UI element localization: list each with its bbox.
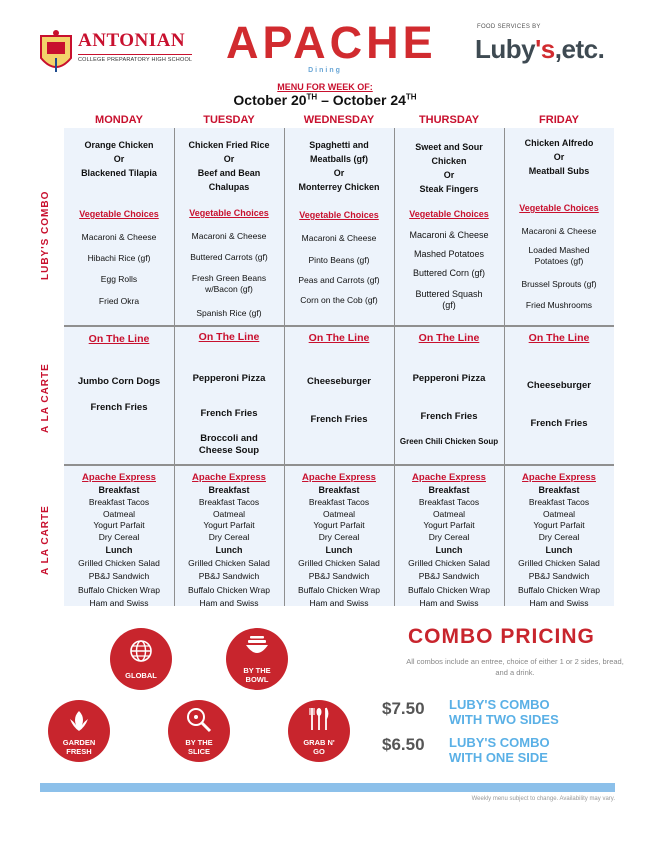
breakfast-head: Breakfast: [98, 485, 140, 495]
breakfast-item: Oatmeal: [322, 508, 356, 519]
side-item: Peas and Carrots (gf): [298, 275, 380, 285]
apache-express-head: Apache Express: [522, 472, 596, 483]
food-services-by: FOOD SERVICES BY: [477, 24, 541, 30]
menu-grid: [64, 128, 614, 606]
apache-express-head: Apache Express: [192, 472, 266, 483]
utensils-icon: [308, 706, 330, 732]
row-label-alacarte-2: A LA CARTE: [40, 505, 51, 575]
lunch-item: Buffalo Chicken Wrap: [408, 584, 490, 595]
side-item: Brussel Sprouts (gf): [521, 279, 597, 289]
day-thursday: THURSDAY: [418, 114, 480, 126]
side-item: Macaroni & Cheese: [81, 232, 157, 242]
day-monday: MONDAY: [95, 114, 143, 126]
line-item: French Fries: [420, 411, 478, 422]
breakfast-item: Breakfast Tacos: [308, 497, 370, 507]
lunch-item: Ham and Swiss: [89, 597, 149, 608]
lunch-item: Grilled Chicken Salad: [408, 558, 490, 568]
brand-subtitle: Dining: [308, 67, 342, 74]
combo-pricing-note: All combos include an entree, choice of either 1 or 2 sides, bread, and a drink.: [406, 657, 624, 677]
combo-entree-thursday: Sweet and Sour Chicken Or Steak Fingers: [415, 142, 483, 194]
apache-express-head: Apache Express: [302, 472, 376, 483]
breakfast-item: Dry Cereal: [538, 531, 580, 542]
lunch-item: Ham and Swiss: [309, 597, 369, 608]
lunch-item: Ham and Swiss: [419, 597, 479, 608]
veg-choices-head: Vegetable Choices: [299, 210, 379, 220]
lunch-item: Grilled Chicken Salad: [518, 558, 600, 568]
side-item: Buttered Carrots (gf): [190, 252, 268, 262]
lunch-head: Lunch: [435, 545, 463, 555]
bowl-icon: [243, 635, 271, 659]
line-item: Cheeseburger: [527, 380, 591, 391]
school-name: ANTONIAN: [78, 30, 186, 51]
combo-entree-tuesday: Chicken Fried Rice Or Beef and Bean Chalupas: [188, 140, 270, 192]
lunch-item: Buffalo Chicken Wrap: [78, 584, 160, 595]
lunch-head: Lunch: [325, 545, 353, 555]
week-of-label: MENU FOR WEEK OF:: [277, 82, 373, 92]
disclaimer: Weekly menu subject to change. Availability may vary.: [471, 796, 615, 802]
side-item: Fried Okra: [98, 296, 140, 306]
combo-pricing-title: COMBO PRICING: [408, 625, 595, 648]
side-item: Macaroni & Cheese: [521, 226, 597, 236]
line-item: French Fries: [530, 418, 588, 429]
breakfast-head: Breakfast: [538, 485, 580, 495]
row-label-alacarte-1: A LA CARTE: [40, 363, 51, 433]
on-the-line-head: On The Line: [528, 332, 590, 344]
station-by-the-bowl: BY THE BOWL: [226, 628, 288, 690]
lunch-item: Grilled Chicken Salad: [298, 558, 380, 568]
veg-choices-head: Vegetable Choices: [519, 203, 599, 213]
combo-entree-friday: Chicken Alfredo Or Meatball Subs: [524, 138, 594, 176]
side-item: Buttered Squash (gf): [415, 289, 483, 310]
side-item: Fried Mushrooms: [525, 300, 593, 310]
on-the-line-head: On The Line: [88, 333, 150, 345]
side-item: Loaded Mashed Potatoes (gf): [528, 245, 590, 266]
breakfast-item: Oatmeal: [212, 508, 246, 519]
day-friday: FRIDAY: [539, 114, 579, 126]
school-logo: [38, 28, 193, 80]
side-item: Macaroni & Cheese: [191, 231, 267, 241]
pizza-cutter-icon: [186, 707, 212, 733]
lunch-item: Ham and Swiss: [529, 597, 589, 608]
side-item: Buttered Corn (gf): [412, 268, 486, 278]
station-grab-n-go: GRAB N' GO: [288, 700, 350, 762]
lunch-item: PB&J Sandwich: [528, 571, 590, 582]
breakfast-head: Breakfast: [318, 485, 360, 495]
breakfast-item: Oatmeal: [542, 508, 576, 519]
line-item: French Fries: [90, 402, 148, 413]
side-item: Pinto Beans (gf): [308, 255, 370, 265]
leaf-icon: [67, 709, 91, 733]
station-global: GLOBAL: [110, 628, 172, 690]
line-item: Jumbo Corn Dogs: [77, 376, 161, 387]
price-two-sides: $7.50: [382, 699, 425, 718]
lunch-item: PB&J Sandwich: [418, 571, 480, 582]
side-item: Mashed Potatoes: [413, 249, 485, 259]
line-item: French Fries: [200, 408, 258, 419]
lunch-head: Lunch: [545, 545, 573, 555]
station-by-the-slice: BY THE SLICE: [168, 700, 230, 762]
breakfast-item: Dry Cereal: [98, 531, 140, 542]
side-item: Hibachi Rice (gf): [87, 253, 151, 263]
on-the-line-head: On The Line: [198, 331, 260, 343]
breakfast-item: Breakfast Tacos: [528, 497, 590, 507]
breakfast-item: Oatmeal: [432, 508, 466, 519]
breakfast-item: Yogurt Parfait: [93, 520, 145, 530]
line-item: Green Chili Chicken Soup: [399, 437, 499, 446]
row-label-combo: LUBY'S COMBO: [40, 190, 51, 280]
day-tuesday: TUESDAY: [203, 114, 255, 126]
lunch-item: Buffalo Chicken Wrap: [518, 584, 600, 595]
line-item: Pepperoni Pizza: [192, 373, 266, 384]
apache-express-head: Apache Express: [82, 472, 156, 483]
side-item: Egg Rolls: [100, 274, 138, 284]
school-subtitle: COLLEGE PREPARATORY HIGH SCHOOL: [78, 54, 192, 63]
side-item: Corn on the Cob (gf): [300, 295, 378, 305]
lunch-item: Grilled Chicken Salad: [78, 558, 160, 568]
lunch-head: Lunch: [215, 545, 243, 555]
side-item: Macaroni & Cheese: [301, 233, 377, 243]
globe-icon: [129, 639, 153, 663]
veg-choices-head: Vegetable Choices: [189, 208, 269, 218]
apache-express-head: Apache Express: [412, 472, 486, 483]
lunch-item: PB&J Sandwich: [308, 571, 370, 582]
day-wednesday: WEDNESDAY: [303, 114, 375, 126]
breakfast-item: Dry Cereal: [318, 531, 360, 542]
breakfast-item: Dry Cereal: [428, 531, 470, 542]
line-item: Pepperoni Pizza: [412, 373, 486, 384]
on-the-line-head: On The Line: [308, 332, 370, 344]
lunch-item: Buffalo Chicken Wrap: [298, 584, 380, 595]
veg-choices-head: Vegetable Choices: [409, 209, 489, 219]
lunch-item: Grilled Chicken Salad: [188, 558, 270, 568]
price-label-two-sides: LUBY'S COMBO WITH TWO SIDES: [449, 697, 559, 727]
lubys-logo: [475, 20, 625, 70]
breakfast-head: Breakfast: [428, 485, 470, 495]
lunch-item: Buffalo Chicken Wrap: [188, 584, 270, 595]
side-item: Spanish Rice (gf): [196, 308, 262, 318]
lunch-item: Ham and Swiss: [199, 597, 259, 608]
week-range: October 20TH – October 24TH: [233, 92, 417, 108]
combo-entree-monday: Orange Chicken Or Blackened Tilapia: [81, 140, 157, 178]
on-the-line-head: On The Line: [418, 332, 480, 344]
breakfast-item: Breakfast Tacos: [198, 497, 260, 507]
breakfast-item: Yogurt Parfait: [203, 520, 255, 530]
line-item: French Fries: [310, 414, 368, 425]
breakfast-item: Yogurt Parfait: [313, 520, 365, 530]
price-label-one-side: LUBY'S COMBO WITH ONE SIDE: [449, 735, 550, 765]
lunch-item: PB&J Sandwich: [198, 571, 260, 582]
side-item: Fresh Green Beans w/Bacon (gf): [191, 273, 267, 294]
breakfast-item: Oatmeal: [102, 508, 136, 519]
lunch-head: Lunch: [105, 545, 133, 555]
line-item: Cheeseburger: [307, 376, 371, 387]
breakfast-item: Breakfast Tacos: [418, 497, 480, 507]
station-garden-fresh: GARDEN FRESH: [48, 700, 110, 762]
combo-entree-wednesday: Spaghetti and Meatballs (gf) Or Monterrey Chicken: [298, 140, 380, 192]
apache-dining-logo: [226, 17, 437, 80]
bottom-bar: [40, 783, 615, 792]
breakfast-item: Yogurt Parfait: [423, 520, 475, 530]
lunch-item: PB&J Sandwich: [88, 571, 150, 582]
breakfast-item: Breakfast Tacos: [88, 497, 150, 507]
breakfast-item: Yogurt Parfait: [533, 520, 585, 530]
side-item: Macaroni & Cheese: [409, 230, 489, 240]
brand-title: APACHE: [226, 17, 437, 68]
line-item: Broccoli and Cheese Soup: [198, 433, 260, 456]
breakfast-head: Breakfast: [208, 485, 250, 495]
crest-icon: [38, 28, 74, 78]
breakfast-item: Dry Cereal: [208, 531, 250, 542]
veg-choices-head: Vegetable Choices: [79, 209, 159, 219]
price-one-side: $6.50: [382, 735, 425, 754]
lubys-wordmark: Luby's,etc.: [475, 34, 605, 64]
